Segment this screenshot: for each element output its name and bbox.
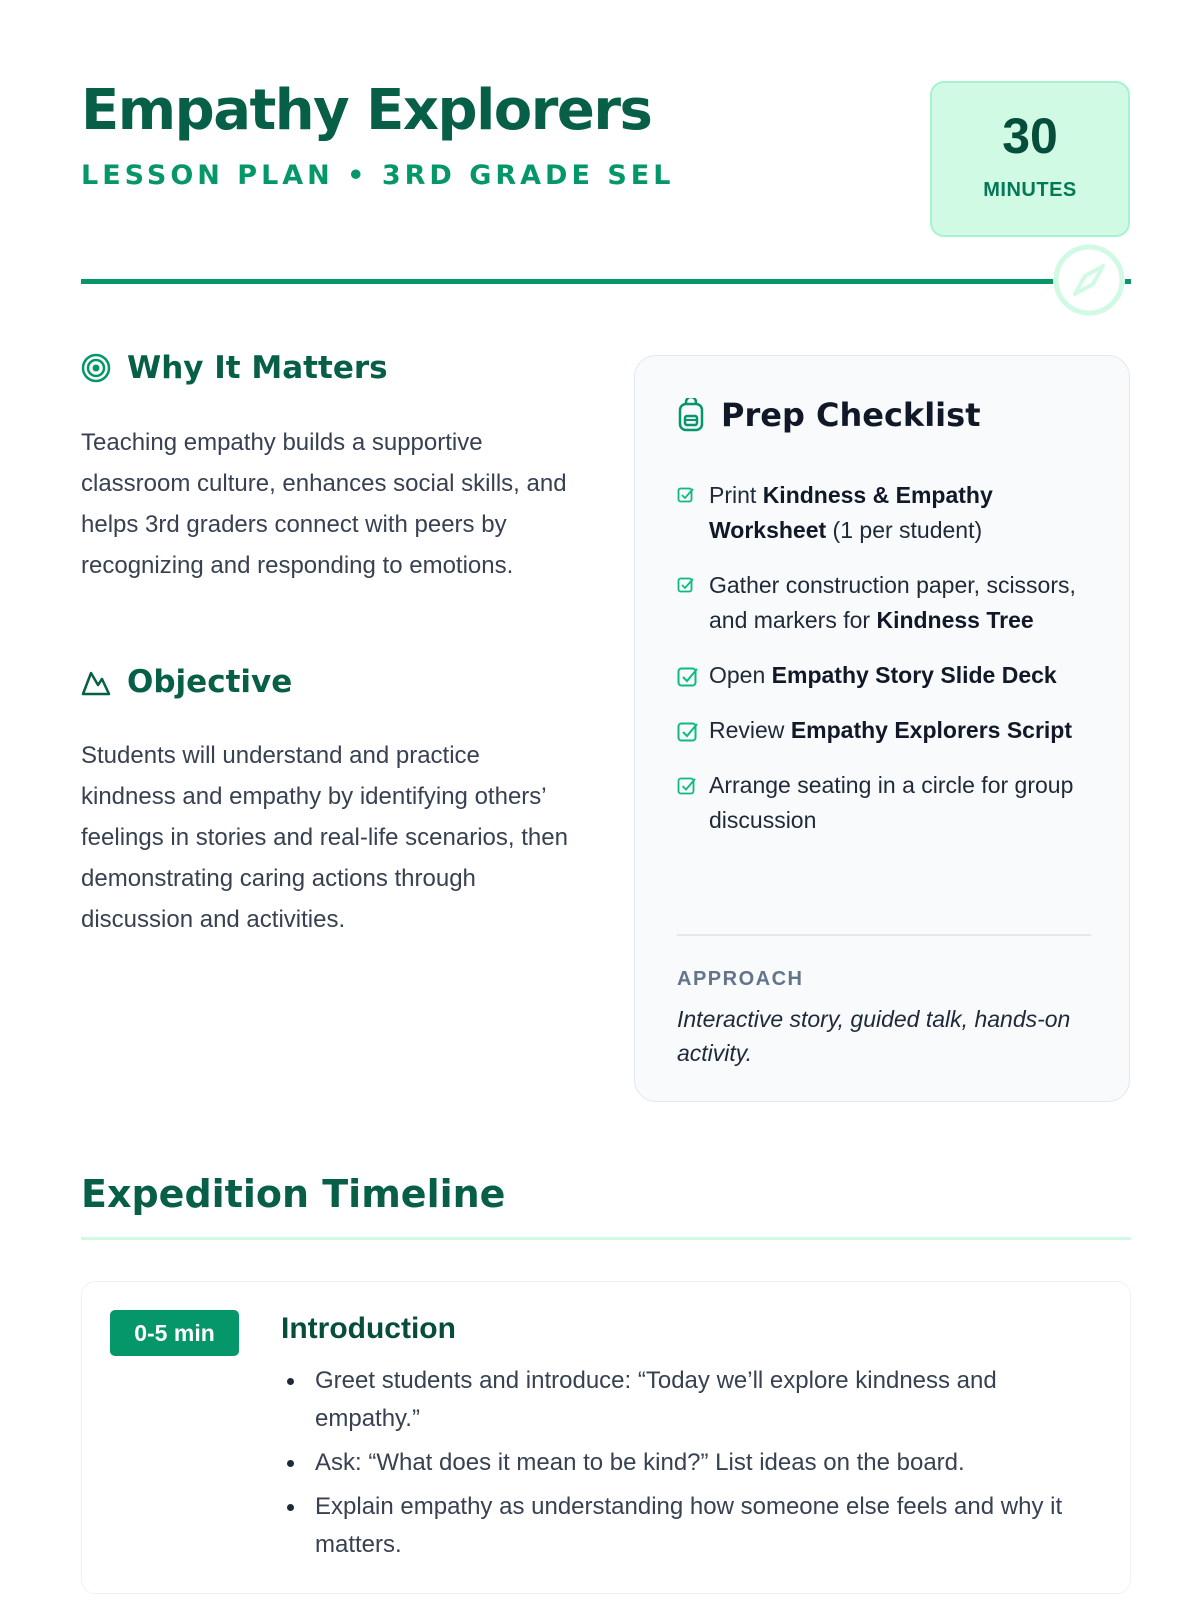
target-icon (81, 353, 111, 383)
lesson-plan-page (81, 0, 1131, 1600)
checklist-item: Open Empathy Story Slide Deck (677, 658, 1097, 693)
mountain-icon (81, 667, 111, 697)
timeline-heading: Expedition Timeline (81, 1172, 506, 1216)
checklist-item: Arrange seating in a circle for group discussion (677, 768, 1097, 838)
checklist-item: Print Kindness & Empathy Worksheet (1 per student) (677, 478, 1097, 548)
prep-checklist-heading (677, 396, 980, 434)
duration-value: 30 (1002, 108, 1058, 164)
page-subtitle: LESSON PLAN • 3RD GRADE SEL (81, 160, 675, 191)
checkbox-checked-icon (677, 666, 699, 688)
list-item: Explain empathy as understanding how someone else feels and why it matters. (281, 1488, 1081, 1564)
list-item: Ask: “What does it mean to be kind?” List ideas on the board. (281, 1444, 1081, 1482)
list-item: Greet students and introduce: “Today we’ll explore kindness and empathy.” (281, 1362, 1081, 1438)
checklist-item: Review Empathy Explorers Script (677, 713, 1097, 748)
page-title: Empathy Explorers (81, 78, 652, 143)
compass-icon (1053, 244, 1125, 316)
checkbox-checked-icon (677, 576, 695, 594)
timeline-step (81, 1281, 1131, 1594)
step-title: Introduction (281, 1312, 456, 1345)
why-it-matters-heading-text: Why It Matters (127, 350, 388, 386)
duration-badge (930, 81, 1130, 237)
why-it-matters-text: Teaching empathy builds a supportive classroom culture, enhances social skills, and helps 3rd graders connect with peers by recognizing and responding to emotions. (81, 429, 567, 579)
prep-checklist (677, 478, 1097, 858)
card-divider (677, 934, 1091, 936)
checklist-item: Gather construction paper, scissors, and markers for Kindness Tree (677, 568, 1097, 638)
objective-heading (81, 664, 292, 700)
objective-heading-text: Objective (127, 664, 293, 700)
prep-checklist-heading-text: Prep Checklist (721, 396, 981, 434)
backpack-icon (677, 398, 705, 432)
prep-checklist-card (634, 355, 1130, 1102)
checkbox-checked-icon (677, 721, 699, 743)
checkbox-checked-icon (677, 776, 697, 796)
duration-unit: MINUTES (983, 179, 1077, 201)
timeline-divider (81, 1237, 1131, 1240)
objective-text: Students will understand and practice kindness and empathy by identifying others’ feelings in stories and real-life scenarios, then demonstrating caring actions through discussion and activities. (81, 742, 568, 933)
approach-text: Interactive story, guided talk, hands-on activity. (677, 1006, 1071, 1066)
why-it-matters-heading (81, 350, 388, 386)
approach-label: APPROACH (677, 968, 804, 990)
time-badge: 0-5 min (110, 1310, 239, 1356)
step-bullets (281, 1362, 1081, 1570)
header-divider (81, 279, 1131, 284)
checkbox-checked-icon (677, 486, 695, 504)
